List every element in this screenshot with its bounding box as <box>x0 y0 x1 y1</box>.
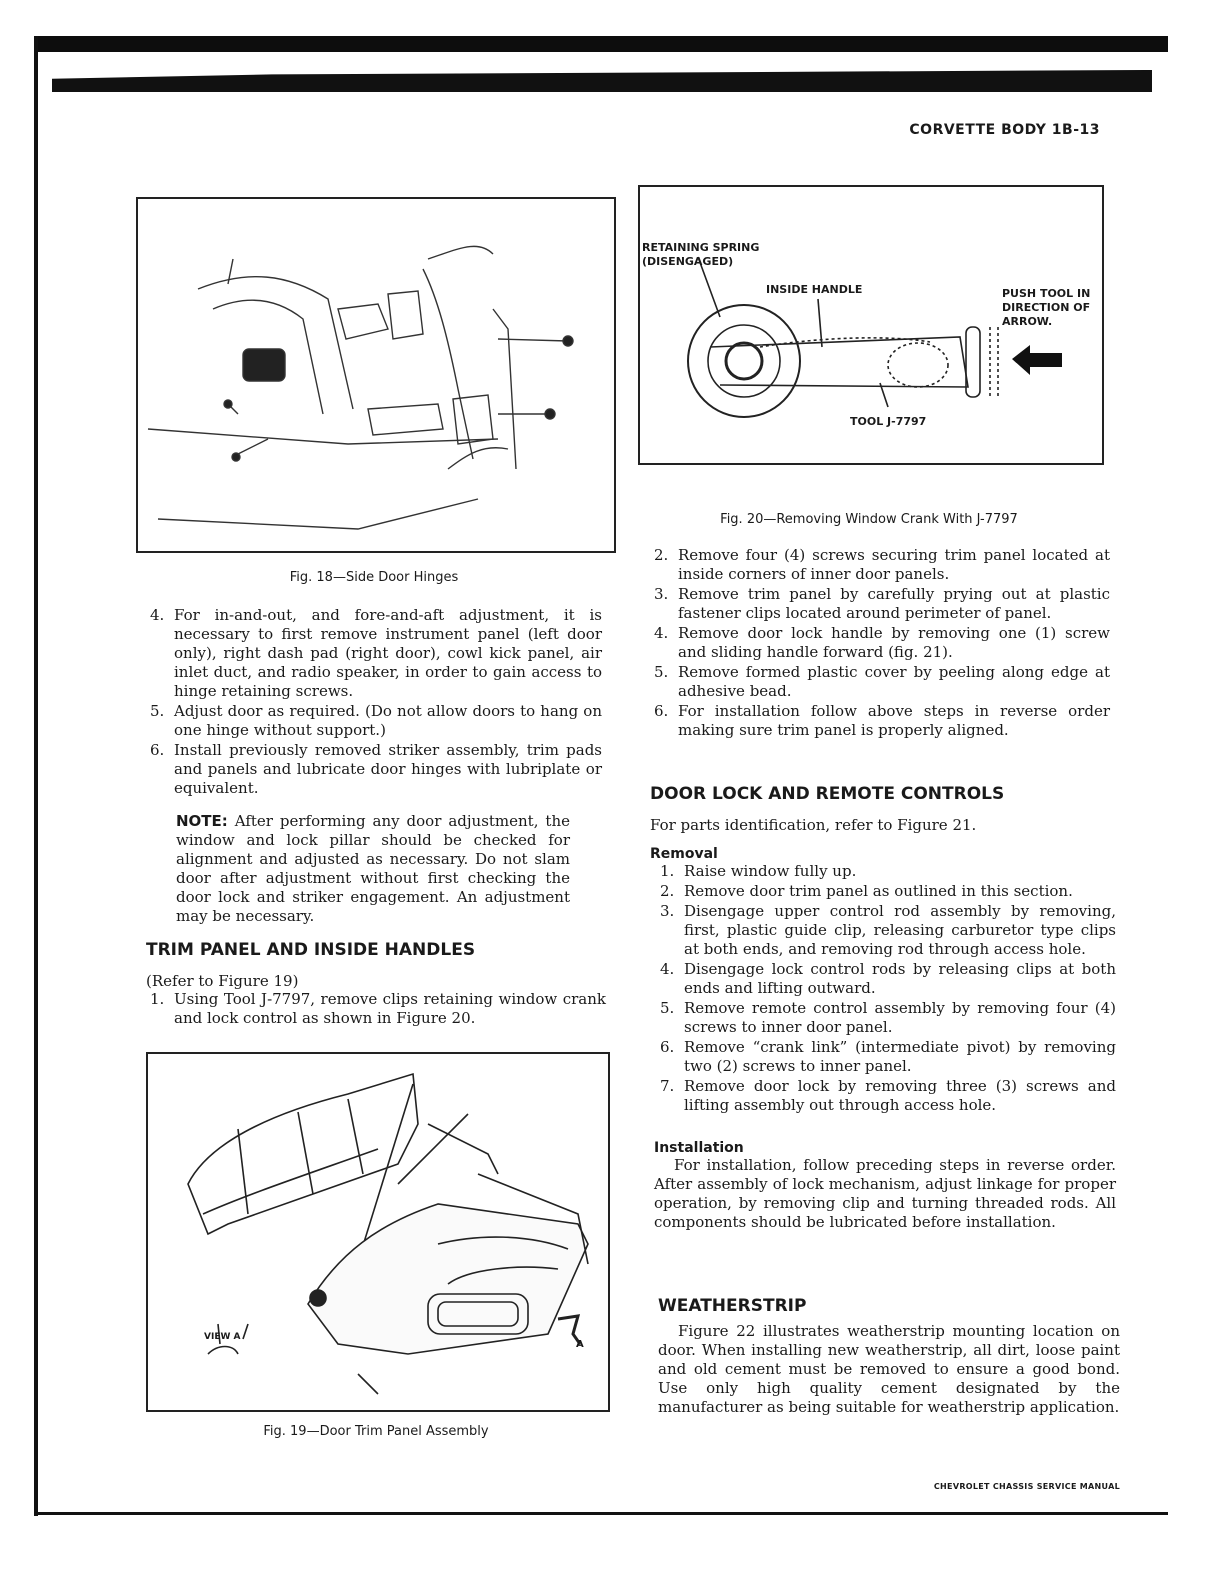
retaining-spring-label: RETAINING SPRING (DISENGAGED) <box>642 241 760 268</box>
inside-handle-label: INSIDE HANDLE <box>766 283 863 296</box>
trim-refer-text: (Refer to Figure 19) <box>146 972 299 990</box>
door-lock-removal-steps <box>656 862 1116 1116</box>
figure-20-caption: Fig. 20—Removing Window Crank With J-7797 <box>720 512 1018 527</box>
footer-publication: CHEVROLET CHASSIS SERVICE MANUAL <box>933 1482 1120 1491</box>
note-label: NOTE: <box>176 812 228 830</box>
figure-20-frame <box>638 185 1104 465</box>
view-a-label: VIEW A <box>204 1332 241 1342</box>
push-tool-label: PUSH TOOL IN DIRECTION OF ARROW. <box>1002 287 1091 328</box>
list-item: 5. Adjust door as required. (Do not allow doors to hang on one hinge without support.) <box>150 702 602 739</box>
removal-heading: Removal <box>650 846 718 862</box>
top-black-bar <box>36 36 1168 52</box>
door-trim-panel-illustration <box>148 1054 608 1410</box>
figure-19-caption: Fig. 19—Door Trim Panel Assembly <box>263 1424 489 1439</box>
note-paragraph <box>176 812 570 926</box>
list-item: 5. Remove remote control assembly by removing four (4) screws to inner door panel. <box>660 999 1116 1036</box>
list-item: 5. Remove formed plastic cover by peeling along edge at adhesive bead. <box>654 663 1110 700</box>
trim-steps <box>146 990 606 1029</box>
figure-19-frame <box>146 1052 610 1412</box>
figure-18-frame <box>136 197 616 553</box>
a-label: A <box>576 1339 584 1350</box>
list-item: 4. For in-and-out, and fore-and-aft adjustment, it is necessary to first remove instrument panel (left door only), right dash pad (right door), cowl kick panel, air inlet duct, and radio speaker, in order to gain access to hinge retaining screws. <box>150 606 602 700</box>
door-lock-heading: DOOR LOCK AND REMOTE CONTROLS <box>650 784 1005 804</box>
list-item: 2. Remove four (4) screws securing trim panel located at inside corners of inner door panels. <box>654 546 1110 583</box>
list-item: 1. Using Tool J-7797, remove clips retaining window crank and lock control as shown in Figure 20. <box>150 990 606 1027</box>
weatherstrip-text: Figure 22 illustrates weatherstrip mounting location on door. When installing new weatherstrip, all dirt, loose paint and old cement must be removed to ensure a good bond. Use only high quality cement designated by the manufacturer as being suitable for weatherstrip application. <box>658 1322 1120 1416</box>
bottom-margin-rule <box>36 1512 1168 1515</box>
list-item: 4. Remove door lock handle by removing one (1) screw and sliding handle forward (fig. 21). <box>654 624 1110 661</box>
side-door-hinges-illustration <box>138 199 614 551</box>
door-lock-intro: For parts identification, refer to Figure 21. <box>650 816 977 834</box>
list-item: 1. Raise window fully up. <box>660 862 857 880</box>
list-item: 3. Remove trim panel by carefully prying out at plastic fastener clips located around perimeter of panel. <box>654 585 1110 622</box>
list-item: 4. Disengage lock control rods by releasing clips at both ends and lifting outward. <box>660 960 1116 997</box>
left-margin-rule <box>34 36 38 1516</box>
tool-label: TOOL J-7797 <box>850 415 927 428</box>
weatherstrip-heading: WEATHERSTRIP <box>658 1296 807 1316</box>
hinge-adjustment-steps <box>146 606 602 799</box>
list-item: 2. Remove door trim panel as outlined in this section. <box>660 882 1073 900</box>
list-item: 7. Remove door lock by removing three (3) screws and lifting assembly out through access hole. <box>660 1077 1116 1114</box>
list-item: 6. Install previously removed striker assembly, trim pads and panels and lubricate door hinges with lubriplate or equivalent. <box>150 741 602 797</box>
trim-removal-steps <box>650 546 1110 741</box>
list-item: 6. For installation follow above steps in reverse order making sure trim panel is properly aligned. <box>654 702 1110 739</box>
note-text: After performing any door adjustment, the window and lock pillar should be checked for alignment and adjusted as necessary. Do not slam door after adjustment without first checking the door lock and striker engagement. An adjustment may be necessary. <box>176 812 570 925</box>
running-head: CORVETTE BODY 1B-13 <box>909 122 1100 138</box>
list-item: 6. Remove “crank link” (intermediate pivot) by removing two (2) screws to inner panel. <box>660 1038 1116 1075</box>
installation-text: For installation, follow preceding steps in reverse order. After assembly of lock mechanism, adjust linkage for proper operation, by removing clip and turning threaded rods. All components should be lubricated before installation. <box>654 1156 1116 1231</box>
list-item: 3. Disengage upper control rod assembly by removing, first, plastic guide clip, releasing carburetor type clips at both ends, and removing rod through access hole. <box>660 902 1116 958</box>
trim-panel-heading: TRIM PANEL AND INSIDE HANDLES <box>146 940 476 960</box>
installation-heading: Installation <box>654 1140 744 1156</box>
figure-18-caption: Fig. 18—Side Door Hinges <box>289 570 459 585</box>
top-scan-streak <box>52 70 1152 92</box>
